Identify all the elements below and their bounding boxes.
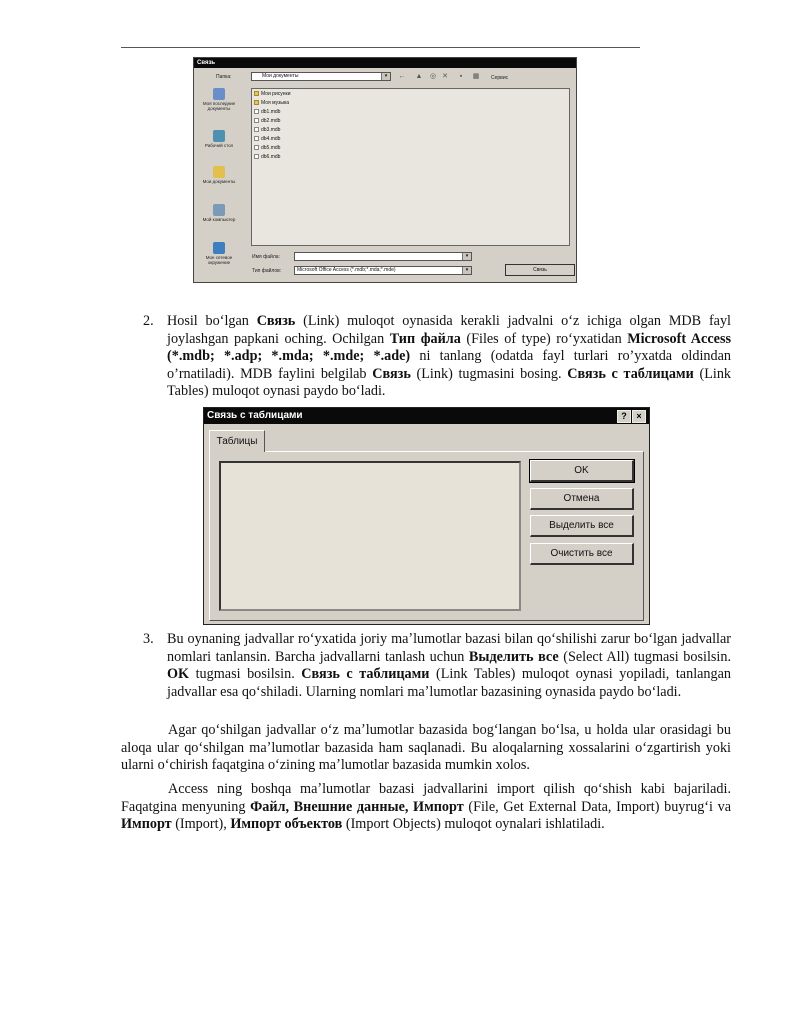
place-label: Моя последние документы — [202, 101, 236, 111]
bold-run: Импорт объектов — [230, 816, 343, 833]
select-all-button[interactable]: Выделить все — [530, 515, 634, 537]
paragraph-import — [121, 781, 731, 834]
file-name: db1.mdb — [261, 109, 281, 115]
new-folder-icon[interactable]: ▪ — [459, 73, 463, 80]
filetype-select[interactable] — [294, 266, 472, 275]
file-list[interactable] — [251, 88, 570, 246]
mdb-file-icon — [254, 154, 259, 159]
ok-button[interactable]: OK — [530, 460, 634, 482]
text-run: Hosil boʻlgan — [167, 313, 257, 329]
place-label: Рабочий стол — [204, 143, 234, 148]
text-run: (File, Get External Data, Import) buyrugʻi va — [463, 798, 731, 815]
list-item[interactable] — [254, 91, 291, 97]
dialog-title-bar — [204, 408, 649, 424]
lookin-label: Папка: — [216, 74, 232, 80]
close-button[interactable]: × — [632, 410, 646, 423]
bold-run: Связь с таблицами — [301, 666, 430, 683]
mdb-file-icon — [254, 127, 259, 132]
desktop-icon — [213, 130, 225, 142]
file-name: Мои рисунки — [261, 91, 291, 97]
bold-run: Microsoft Access (*.mdb; *.adp; *.mda; *.mde; *.ade) — [167, 330, 731, 365]
dialog-title: Связь — [194, 58, 576, 68]
place-desktop[interactable] — [197, 130, 241, 148]
cancel-button[interactable]: Отмена — [530, 488, 634, 510]
clear-all-button[interactable]: Очистить все — [530, 543, 634, 565]
link-dialog — [193, 57, 577, 283]
bold-run: Тип файла — [389, 330, 461, 347]
folder-icon — [254, 91, 259, 96]
paragraph-linked-relations: Agar qoʻshilgan jadvallar oʻz maʼlumotlar bazasida bogʻlangan boʻlsa, u holda ular orasidagi bu aloqa ular qoʻshilgan maʼlumotlar bazasida ham saqlanadi. Bu aloqalarning xossalarini oʻzgartirish yoki ularni oʻchirish faqatgina oʻzining maʼlumotlar bazasida mumkin xolos. — [121, 722, 731, 774]
text-run: (Files of type) roʻyxatidan — [460, 330, 628, 347]
list-item-3 — [167, 631, 731, 701]
search-web-icon[interactable]: ◎ — [429, 73, 437, 80]
list-item[interactable] — [254, 136, 280, 142]
bold-run: Связь — [372, 365, 411, 382]
place-recent[interactable] — [197, 88, 241, 111]
place-label: Мои документы — [202, 179, 236, 184]
place-label: Мое сетевое окружение — [205, 255, 233, 265]
file-name: db2.mdb — [261, 118, 281, 124]
file-name: Моя музыка — [261, 100, 290, 106]
list-item[interactable] — [254, 100, 289, 106]
lookin-value: Мои документы — [262, 73, 299, 79]
bold-run: Связь — [256, 313, 296, 329]
place-my-computer[interactable] — [197, 204, 241, 222]
tools-menu[interactable]: Сервис — [491, 75, 509, 81]
link-tables-dialog — [203, 407, 650, 625]
link-button[interactable]: Связь — [505, 264, 575, 276]
place-my-documents[interactable] — [197, 166, 241, 184]
help-button[interactable]: ? — [617, 410, 631, 423]
back-icon[interactable]: ← — [398, 73, 406, 80]
file-name: db4.mdb — [261, 136, 281, 142]
my-documents-icon — [213, 166, 225, 178]
bold-run: OK — [167, 666, 190, 683]
list-item[interactable] — [254, 127, 280, 133]
place-network[interactable] — [197, 242, 241, 265]
text-run: ni tanlang (odatda fayl turlari ro’yxatda oldindan o’rnatiladi). MDB faylini belgilab — [167, 348, 731, 382]
tables-list[interactable] — [219, 461, 521, 611]
text-run: (Import), — [171, 816, 231, 833]
bold-run: Файл, Внешние данные, Импорт — [250, 798, 464, 815]
views-icon[interactable]: ▦ — [472, 73, 480, 80]
header-rule — [121, 47, 640, 48]
filetype-label: Тип файлов: — [252, 268, 282, 274]
text-run: (Link Tables) muloqot oynasi paydo boʻladi. — [167, 365, 732, 400]
list-number: 2. — [143, 313, 154, 329]
network-places-icon — [213, 242, 225, 254]
list-item[interactable] — [254, 118, 280, 124]
place-label: Мой компьютер — [202, 217, 236, 222]
chevron-down-icon[interactable]: ▾ — [462, 253, 471, 260]
bold-run: Выделить все — [468, 648, 559, 665]
folder-icon — [254, 100, 259, 105]
tab-tables[interactable]: Таблицы — [209, 430, 265, 452]
lookin-combo[interactable] — [251, 72, 391, 81]
filename-field[interactable] — [294, 252, 472, 261]
mdb-file-icon — [254, 118, 259, 123]
dialog-title: Связь с таблицами — [207, 410, 303, 421]
text-run: (Select All) tugmasi bosilsin. — [558, 648, 731, 665]
list-item[interactable] — [254, 109, 280, 115]
my-computer-icon — [213, 204, 225, 216]
bold-run: Импорт — [121, 816, 172, 833]
text-run: (Import Objects) muloqot oynalari ishlatiladi. — [342, 816, 605, 833]
file-name: db6.mdb — [261, 154, 281, 160]
text-run: (Link Tables) muloqot oynasi yopiladi, tanlangan jadvallar esa qoʻshiladi. Ularning nomlari maʼlumotlar bazasining oynasida paydo boʻladi. — [167, 666, 732, 700]
file-name: db5.mdb — [261, 145, 281, 151]
file-name: db3.mdb — [261, 127, 281, 133]
places-bar — [197, 86, 241, 278]
chevron-down-icon[interactable]: ▾ — [462, 267, 471, 274]
list-number: 3. — [143, 631, 154, 647]
list-item-2 — [167, 313, 731, 401]
list-item[interactable] — [254, 154, 280, 160]
text-run: (Link) tugmasini bosing. — [410, 365, 568, 382]
text-run: tugmasi bosilsin. — [189, 666, 302, 683]
recent-docs-icon — [213, 88, 225, 100]
mdb-file-icon — [254, 145, 259, 150]
filetype-value: Microsoft Office Access (*.mdb;*.mdа;*.mde) — [297, 267, 396, 273]
text-run: (Link) muloqot oynasida kerakli jadvalni oʻz ichiga olgan MDB fayl joylashgan papkani oching. Ochilgan — [167, 313, 731, 347]
text-run: Access ning boshqa maʼlumotlar bazasi jadvallarini import qilish qoʻshish kabi bajariladi. Faqatgina menyuning — [121, 781, 731, 815]
filename-label: Имя файла: — [252, 254, 280, 260]
mdb-file-icon — [254, 109, 259, 114]
bold-run: Связь с таблицами — [567, 365, 694, 382]
delete-icon[interactable]: ✕ — [442, 73, 448, 80]
chevron-down-icon[interactable]: ▾ — [381, 73, 390, 80]
mdb-file-icon — [254, 136, 259, 141]
text-run: Bu oynaning jadvallar roʻyxatida joriy maʼlumotlar bazasi bilan qoʻshilishi zarur boʻlgan jadvallar nomlari tanlansin. Barcha jadvallarni tanlash uchun — [167, 631, 731, 665]
list-item[interactable] — [254, 145, 280, 151]
up-folder-icon[interactable]: ▲ — [415, 73, 423, 80]
